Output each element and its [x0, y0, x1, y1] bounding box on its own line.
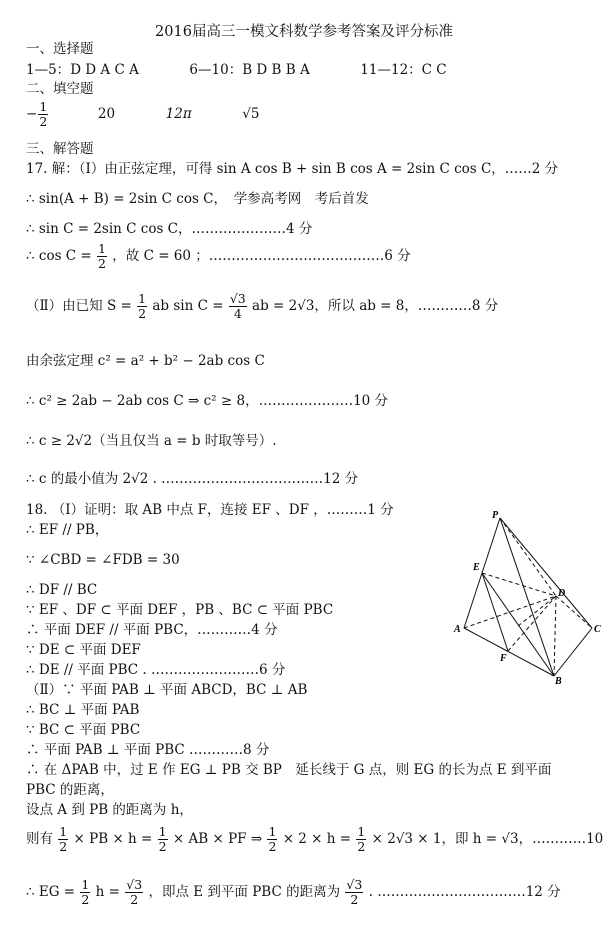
q17-line-4: ∴ cos C = $\frac{1}{2}$ ，故 C = 60 ；…………………………………6 分: [26, 241, 411, 271]
choice-label-2: 6—10：: [189, 62, 243, 78]
q18-line-1: 18. （Ⅰ）证明：取 AB 中点 F，连接 EF 、DF ，………1 分: [26, 502, 394, 518]
q18-line-17: ∴ EG = $\frac{1}{2}$ h = $\frac{√3}{2}$ ，即点 E 到平面 PBC 的距离为 $\frac{√3}{2}$ . ……………………………12 分: [26, 877, 561, 907]
q18-line-3: ∵ ∠CBD = ∠FDB = 30: [26, 552, 180, 568]
fraction: $\frac{1}{2}$: [59, 824, 68, 854]
q17-line-7: ∴ c² ≥ 2ab − 2ab cos C ⇒ c² ≥ 8，…………………10 分: [26, 393, 389, 409]
page-title: 2016届高三一模文科数学参考答案及评分标准: [155, 24, 453, 40]
fill-answers: [26, 100, 260, 129]
label-B: B: [555, 676, 562, 686]
edge-DB: [554, 596, 556, 676]
q18-line-4: ∴ DF // BC: [26, 582, 98, 598]
edge-DC: [556, 596, 592, 628]
q18-line-14: PBC 的距离，: [26, 782, 114, 798]
section-choice: 一、选择题: [26, 41, 94, 57]
segment-aux: [518, 596, 556, 626]
fill-answer-1: $\frac{1}{2}$: [39, 99, 48, 129]
q18-line-6: ∴ 平面 DEF // 平面 PBC，…………4 分: [26, 622, 278, 638]
fill-answer-1-sign: −: [26, 106, 38, 122]
edge-PB: [500, 518, 554, 676]
edge-PD: [500, 518, 556, 596]
q18-line-13: ∴ 在 ΔPAB 中，过 E 作 EG ⊥ PB 交 BP 延长线于 G 点，则 EG 的长为点 E 到平面: [26, 762, 552, 778]
q17-line-1: 17. 解：（Ⅰ）由正弦定理，可得 sin A cos B + sin B cos A = 2sin C cos C，……2 分: [26, 161, 559, 177]
q17-line-3: ∴ sin C = 2sin C cos C，…………………4 分: [26, 221, 313, 237]
label-E: E: [473, 562, 480, 573]
q18-line-15: 设点 A 到 PB 的距离为 h，: [26, 802, 193, 818]
fill-answer-3: 12π: [165, 106, 192, 122]
fraction: $\frac{√3}{2}$: [346, 877, 363, 907]
label-F: F: [500, 653, 507, 664]
label-C: C: [594, 624, 601, 635]
q17-line-5: （Ⅱ）由已知 S = $\frac{1}{2}$ ab sin C = $\frac{√3}{4}$ ab = 2√3，所以 ab = 8，…………8 分: [26, 291, 499, 321]
fraction: $\frac{√3}{2}$: [126, 877, 143, 907]
choice-value-2: B D B B A: [242, 62, 310, 78]
choice-value-1: D D A C A: [70, 62, 139, 78]
q18-line-11: ∵ BC ⊂ 平面 PBC: [26, 722, 141, 738]
q18-line-5: ∵ EF 、DF ⊂ 平面 DEF ，PB 、BC ⊂ 平面 PBC: [26, 602, 334, 618]
section-solve: 三、解答题: [26, 141, 94, 157]
q17-line-6: 由余弦定理 c² = a² + b² − 2ab cos C: [26, 353, 265, 369]
edge-BC: [554, 628, 592, 676]
fraction: $\frac{1}{2}$: [98, 241, 106, 271]
choice-label-1: 1—5：: [26, 62, 71, 78]
segment-ED: [482, 573, 556, 596]
fill-answer-2: 20: [97, 106, 116, 122]
q18-line-2: ∴ EF // PB，: [26, 522, 109, 538]
segment-EB: [482, 573, 554, 676]
q18-line-10: ∴ BC ⊥ 平面 PAB: [26, 702, 140, 718]
label-P: P: [492, 510, 499, 521]
fill-answer-4: √5: [242, 106, 260, 122]
choice-label-3: 11—12：: [360, 62, 422, 78]
fraction: $\frac{1}{2}$: [268, 824, 277, 854]
q17-line-2: ∴ sin(A + B) = 2sin C cos C， 学参高考网 考后首发: [26, 191, 369, 207]
q18-line-8: ∴ DE // 平面 PBC . ……………………6 分: [26, 662, 286, 678]
choice-value-3: C C: [421, 62, 447, 78]
section-fill: 二、填空题: [26, 81, 94, 97]
fraction: $\frac{1}{2}$: [138, 291, 147, 321]
fraction: $\frac{√3}{4}$: [229, 291, 246, 321]
fraction: $\frac{1}{2}$: [158, 824, 167, 854]
q18-line-7: ∵ DE ⊂ 平面 DEF: [26, 642, 141, 658]
q17-line-9: ∴ c 的最小值为 2√2 . ………………………………12 分: [26, 471, 359, 487]
q18-line-9: （Ⅱ）∵ 平面 PAB ⊥ 平面 ABCD，BC ⊥ AB: [26, 682, 308, 698]
choice-answers: [26, 61, 447, 79]
label-A: A: [454, 624, 461, 635]
q17-line-8: ∴ c ≥ 2√2（当且仅当 a = b 时取等号）.: [26, 433, 277, 449]
edge-PC: [500, 518, 592, 628]
pyramid-figure: [452, 508, 604, 686]
fraction: $\frac{1}{2}$: [357, 824, 366, 854]
label-D: D: [558, 588, 566, 599]
q18-line-12: ∴ 平面 PAB ⊥ 平面 PBC …………8 分: [26, 742, 270, 758]
q18-line-16: 则有 $\frac{1}{2}$ × PB × h = $\frac{1}{2}$ × AB × PF ⇒ $\frac{1}{2}$ × 2 × h = $\frac{1}{2}$ × 2√3 × 1，即 h = √3，…………10: [26, 824, 604, 854]
fraction: $\frac{1}{2}$: [81, 877, 90, 907]
